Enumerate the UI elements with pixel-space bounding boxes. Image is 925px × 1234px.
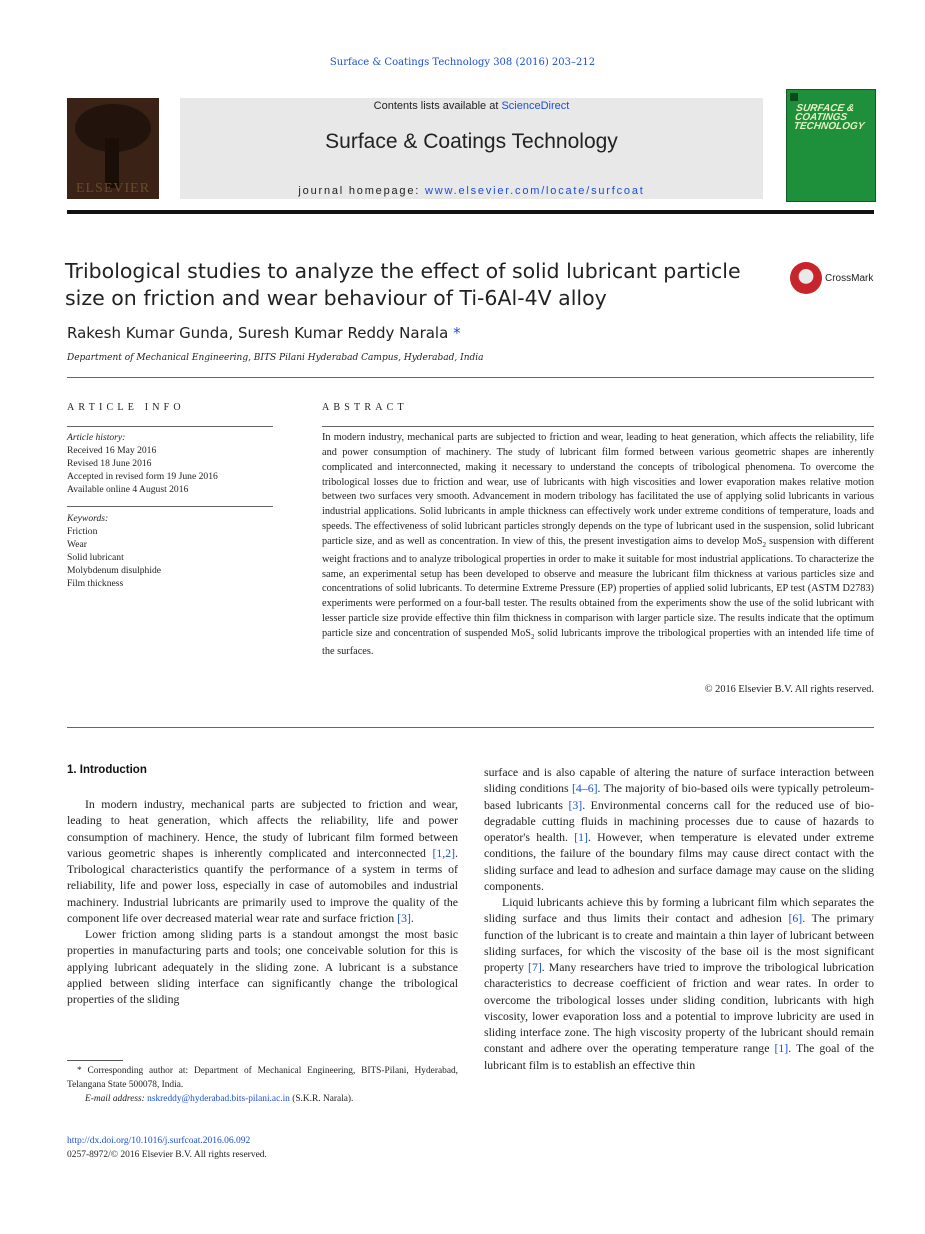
crossmark-icon[interactable] xyxy=(790,262,822,294)
intro-paragraph xyxy=(67,796,458,926)
header-divider xyxy=(67,210,874,214)
text-run: . However, when temperature is elevated under extreme conditions, the failure of the boundary films may cause direct contact with the sliding surface and lead to adhesion and surface damage may cause on the sliding components. xyxy=(484,830,874,893)
citation-link[interactable]: [6] xyxy=(788,911,803,926)
abstract-divider-top xyxy=(322,426,874,427)
abstract-part: suspension with different weight fractions and to analyze tribological properties in order to make it suitable for most industrial applications. To characterize the same, an experimental setup has been developed to observe and measure the lubricant film thickness at various particles size and concentrations of solid lubricants. To determine Extreme Pressure (EP) properties of applied solid lubricants, EP test (ASTM D2783) experiments were performed on a four-ball tester. The results obtained from the experiments show the use of the solid lubricant with lesser particle size provide effective thin film thickness in comparison with larger particle size. The results indicate that the optimum particle size and concentration of suspended MoS xyxy=(322,535,875,640)
affiliation: Department of Mechanical Engineering, BITS Pilani Hyderabad Campus, Hyderabad, India xyxy=(67,353,484,363)
email-suffix: (S.K.R. Narala). xyxy=(289,1094,354,1104)
keyword-item: Molybdenum disulphide xyxy=(67,565,162,576)
abstract-text xyxy=(322,431,874,660)
abstract-divider-bottom xyxy=(67,727,874,728)
footnote-divider xyxy=(67,1060,123,1061)
crossmark-label[interactable]: CrossMark xyxy=(825,273,874,284)
keywords xyxy=(67,512,273,590)
column-right xyxy=(484,764,874,1073)
abstract-heading: ABSTRACT xyxy=(322,402,408,413)
text-run: . xyxy=(410,910,414,925)
subscript: 2 xyxy=(530,633,535,642)
email-link[interactable]: nskreddy@hyderabad.bits-pilani.ac.in xyxy=(147,1094,290,1104)
citation-link[interactable]: [3] xyxy=(568,797,583,812)
history-item: Available online 4 August 2016 xyxy=(67,484,189,495)
keyword-item: Friction xyxy=(67,526,98,537)
info-divider-mid xyxy=(67,506,273,507)
elsevier-logo xyxy=(67,98,159,199)
intro-paragraph xyxy=(484,894,874,1073)
abstract-copyright: © 2016 Elsevier B.V. All rights reserved. xyxy=(704,684,874,695)
subscript: 2 xyxy=(762,540,766,549)
footnote-author xyxy=(67,1064,458,1092)
authors-text: Rakesh Kumar Gunda, Suresh Kumar Reddy Narala xyxy=(67,324,449,342)
journal-homepage xyxy=(180,185,763,197)
citation-link[interactable]: [4–6] xyxy=(571,781,598,796)
footnote-text: Corresponding author at: Department of Mechanical Engineering, BITS-Pilani, Hyderabad, Telangana State 500078, India. xyxy=(67,1066,459,1090)
text-run: In modern industry, mechanical parts are subjected to friction and wear, leading to heat generation, which affects the reliability, life and power consumption of machinery. Hence, the study of lubricant film formed between various geometric shapes is inherently complicated and interconnected xyxy=(67,797,458,860)
journal-cover[interactable] xyxy=(786,89,876,202)
text-run: . The goal of the lubricant film is to establish an effective thin xyxy=(484,1041,874,1072)
history-item: Received 16 May 2016 xyxy=(67,445,157,456)
citation-link[interactable]: [1] xyxy=(574,830,588,844)
introduction-heading: 1. Introduction xyxy=(67,764,147,776)
intro-paragraph: Lower friction among sliding parts is a standout amongst the most basic properties in manufacturing parts and tools; one conceivable solution for this is applying lubricant adequately in the sliding zone. A lubricant is a substance applied between sliding interface can significantly change the tribological properties of the sliding xyxy=(67,927,458,1006)
citation-link[interactable]: [7] xyxy=(528,960,542,974)
info-divider-top xyxy=(67,426,273,427)
text-run: Liquid lubricants achieve this by forming a lubricant film which separates the sliding surface and thus limits their contact and adhesion xyxy=(484,895,874,926)
contents-line xyxy=(180,100,763,112)
intro-paragraph xyxy=(484,764,874,894)
elsevier-wordmark: ELSEVIER xyxy=(75,181,151,196)
text-run: . The primary function of the lubricant is to create and maintain a thin layer of lubricant between sliding surfaces, for which the viscosity of the base oil is the most significant property xyxy=(484,911,875,974)
homepage-prefix: journal homepage: xyxy=(298,185,425,197)
issn-line: 0257-8972/© 2016 Elsevier B.V. All rights reserved. xyxy=(67,1150,267,1160)
author-list xyxy=(67,324,461,342)
footnote-mark: * xyxy=(77,1066,82,1076)
doi-link[interactable]: http://dx.doi.org/10.1016/j.surfcoat.2016.06.092 xyxy=(67,1136,251,1146)
text-run: . The majority of bio-based oils were typically petroleum-based lubricants xyxy=(484,781,875,812)
article-title: Tribological studies to analyze the effect of solid lubricant particle size on friction and wear behaviour of Ti-6Al-4V alloy xyxy=(65,259,741,310)
journal-reference-link[interactable]: Surface & Coatings Technology 308 (2016) 203–212 xyxy=(329,57,596,68)
citation-link[interactable]: [1,2] xyxy=(432,845,456,860)
keyword-item: Wear xyxy=(67,539,87,550)
history-item: Revised 18 June 2016 xyxy=(67,458,152,469)
text-run: . Environmental concerns call for the reduced use of bio-degradable cutting fluids in machining processes due to cause of hazards to operator's health. xyxy=(484,797,874,844)
keywords-label: Keywords: xyxy=(67,513,109,524)
doi-block xyxy=(67,1134,267,1162)
text-run: . Many researchers have tried to improve the tribological lubrication characteristics to decrease coefficient of friction and wear rates. In order to overcome the tribological losses under sliding condition, lubricants with high viscosity, lower evaporation loss and a potential to improve lubricity are used in sliding interface zone. The high viscosity property of the lubricant should remain constant and adhere over the operating temperature range xyxy=(484,960,874,1056)
footnote xyxy=(67,1064,458,1106)
contents-prefix: Contents lists available at xyxy=(373,100,502,112)
homepage-link[interactable]: www.elsevier.com/locate/surfcoat xyxy=(424,185,645,197)
keyword-item: Solid lubricant xyxy=(67,552,124,563)
email-label: E-mail address: xyxy=(85,1094,148,1104)
sciencedirect-link[interactable]: ScienceDirect xyxy=(501,100,570,112)
journal-title: Surface & Coatings Technology xyxy=(325,130,618,153)
cover-title: SURFACE & COATINGS TECHNOLOGY xyxy=(792,103,866,132)
title-divider xyxy=(67,377,874,378)
history-item: Accepted in revised form 19 June 2016 xyxy=(67,471,218,482)
abstract-part: solid lubricants improve the tribological properties with an intended life time of the surfaces. xyxy=(322,628,875,657)
abstract-part: In modern industry, mechanical parts are subjected to friction and wear, leading to heat generation, which affects the reliability, life and power consumption of machinery. The study of lubricant film formed between various geometric shapes are inherently complicated and interconnected, making it necessary to understand the concepts of tribological phenomena. To overcome the tribological losses due to friction and wear, use of lubricants with high viscosities and lower evaporation makes relative motion between two surfaces very smooth. Advancement in modern tribology has facilitated the use of applying solid lubricants in various industrial applications. Solid lubricants in ample thickness can effectively work under extreme conditions of temperature, loads and speeds. The effectiveness of solid lubricant particles strongly depends on the type of lubricant used in the suspension, solid lubricant particle size, and as well as concentration. In view of this, the present investigation aims to develop MoS xyxy=(322,432,874,547)
citation-link[interactable]: [3] xyxy=(397,910,411,925)
keyword-item: Film thickness xyxy=(67,578,124,589)
history-label: Article history: xyxy=(67,432,126,443)
column-left xyxy=(67,796,458,1007)
article-info-heading: ARTICLE INFO xyxy=(67,402,185,413)
text-run: . Tribological characteristics quantify the performance of a system in terms of reliability, life and power loss, especially in case of automobiles and industrial machinery. Industrial lubricants are primarily used to improve the quality of the component life over decreased material wear rate and surface friction xyxy=(67,845,458,925)
footnote-email xyxy=(67,1092,458,1106)
text-run: surface and is also capable of altering the nature of surface interaction between sliding conditions xyxy=(484,765,874,796)
corresponding-author-link[interactable]: * xyxy=(453,324,461,342)
cover-emblem-icon xyxy=(790,93,798,101)
article-history xyxy=(67,431,273,496)
citation-link[interactable]: [1] xyxy=(774,1041,789,1056)
